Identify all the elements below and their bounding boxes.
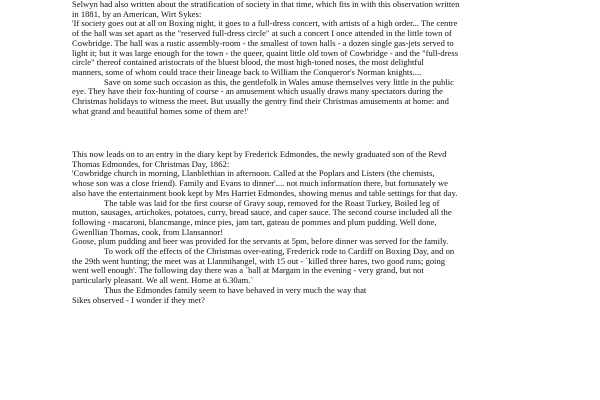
- text-line: This now leads on to an entry in the diary kept by Frederick Edmondes, the newly graduated son of the Revd: [72, 149, 447, 159]
- text-line: what grand and beautiful homes some of them are!': [72, 105, 249, 116]
- text-line: Christmas holidays to witness the meet. But usually the gentry find their Christmas amusements at home: and: [72, 96, 449, 107]
- text-line: Thus the Edmondes family seem to have behaved in very much the way that: [104, 284, 367, 295]
- text-line: the 29th went hunting; the meet was at Llanmihangel, with 15 out - `killed three hares, two good runs; going: [72, 255, 446, 266]
- text-line: of the hall was set apart as the "reserved full-dress circle" at such a concert I once attended in the little town of: [72, 28, 452, 39]
- text-line: mutton, sausages, artichokes, potatoes, curry, bread sauce, and caper sauce. The second course included all the: [72, 207, 452, 218]
- text-line: went well enough'. The following day there was a `ball at Margam in the evening - very grand, but not: [72, 265, 424, 276]
- text-block-edmondes-diary: [72, 150, 542, 305]
- text-line: Thomas Edmondes, for Christmas Day, 1862:: [72, 158, 230, 169]
- text-line: in 1881, by an American, Wirt Sykes:: [72, 8, 202, 19]
- text-line: eye. They have their fox-hunting of course - an amusement which usually draws many spectators during the: [72, 86, 443, 97]
- text-line: following - macaroni, blancmange, mince pies, jam tart, gateau de pommes and plum pudding. Well done,: [72, 216, 437, 227]
- text-line: To work off the effects of the Christmas over-eating, Frederick rode to Cardiff on Boxing Day, and on: [104, 246, 455, 257]
- text-line: Cowbridge. The hall was a rustic assembly-room - the smallest of town halls - a dozen single gas-jets served to: [72, 37, 454, 48]
- text-line: also have the entertainment book kept by Mrs Harriet Edmondes, showing menus and table settings for that day.: [72, 187, 458, 198]
- text-line: The table was laid for the first course of Gravy soup, removed for the Roast Turkey, Boiled leg of: [104, 197, 440, 208]
- text-line: 'If society goes out at all on Boxing night, it goes to a full-dress concert, with artists of a high order... The centre: [72, 18, 458, 29]
- text-line: particularly pleasant. We all went. Home at 6.30am.`: [72, 275, 254, 286]
- text-line: whose son was a close friend). Family and Evans to dinner'.... not much information there, but fortunately we: [72, 178, 449, 189]
- text-line: circle" thereof contained aristocrats of the bluest blood, the most high-toned noses, the most delightful: [72, 57, 424, 68]
- text-line: Goose, plum pudding and beer was provided for the servants at 5pm, before dinner was served for the family.: [72, 236, 449, 247]
- text-line: light it; but it was large enough for the town - the queer, quaint little old town of Cowbridge - and the "full-dress: [72, 47, 459, 58]
- text-line: Selwyn had also written about the stratification of society in that time, which fits in with this observation written: [72, 0, 460, 9]
- text-line: Save on some such occasion as this, the gentlefolk in Wales amuse themselves very little in the public: [104, 76, 454, 87]
- text-line: manners, some of whom could trace their lineage back to William the Conqueror's Norman knights....: [72, 66, 422, 77]
- text-line: Sikes observed - I wonder if they met?: [72, 294, 205, 305]
- text-line: Gwenllian Thomas, cook, from Llansannor!: [72, 226, 224, 237]
- text-block-sykes-quote: [72, 0, 542, 116]
- text-line: 'Cowbridge church in morning, Llanblethian in afternoon. Called at the Poplars and Listers (the chemists,: [72, 168, 435, 179]
